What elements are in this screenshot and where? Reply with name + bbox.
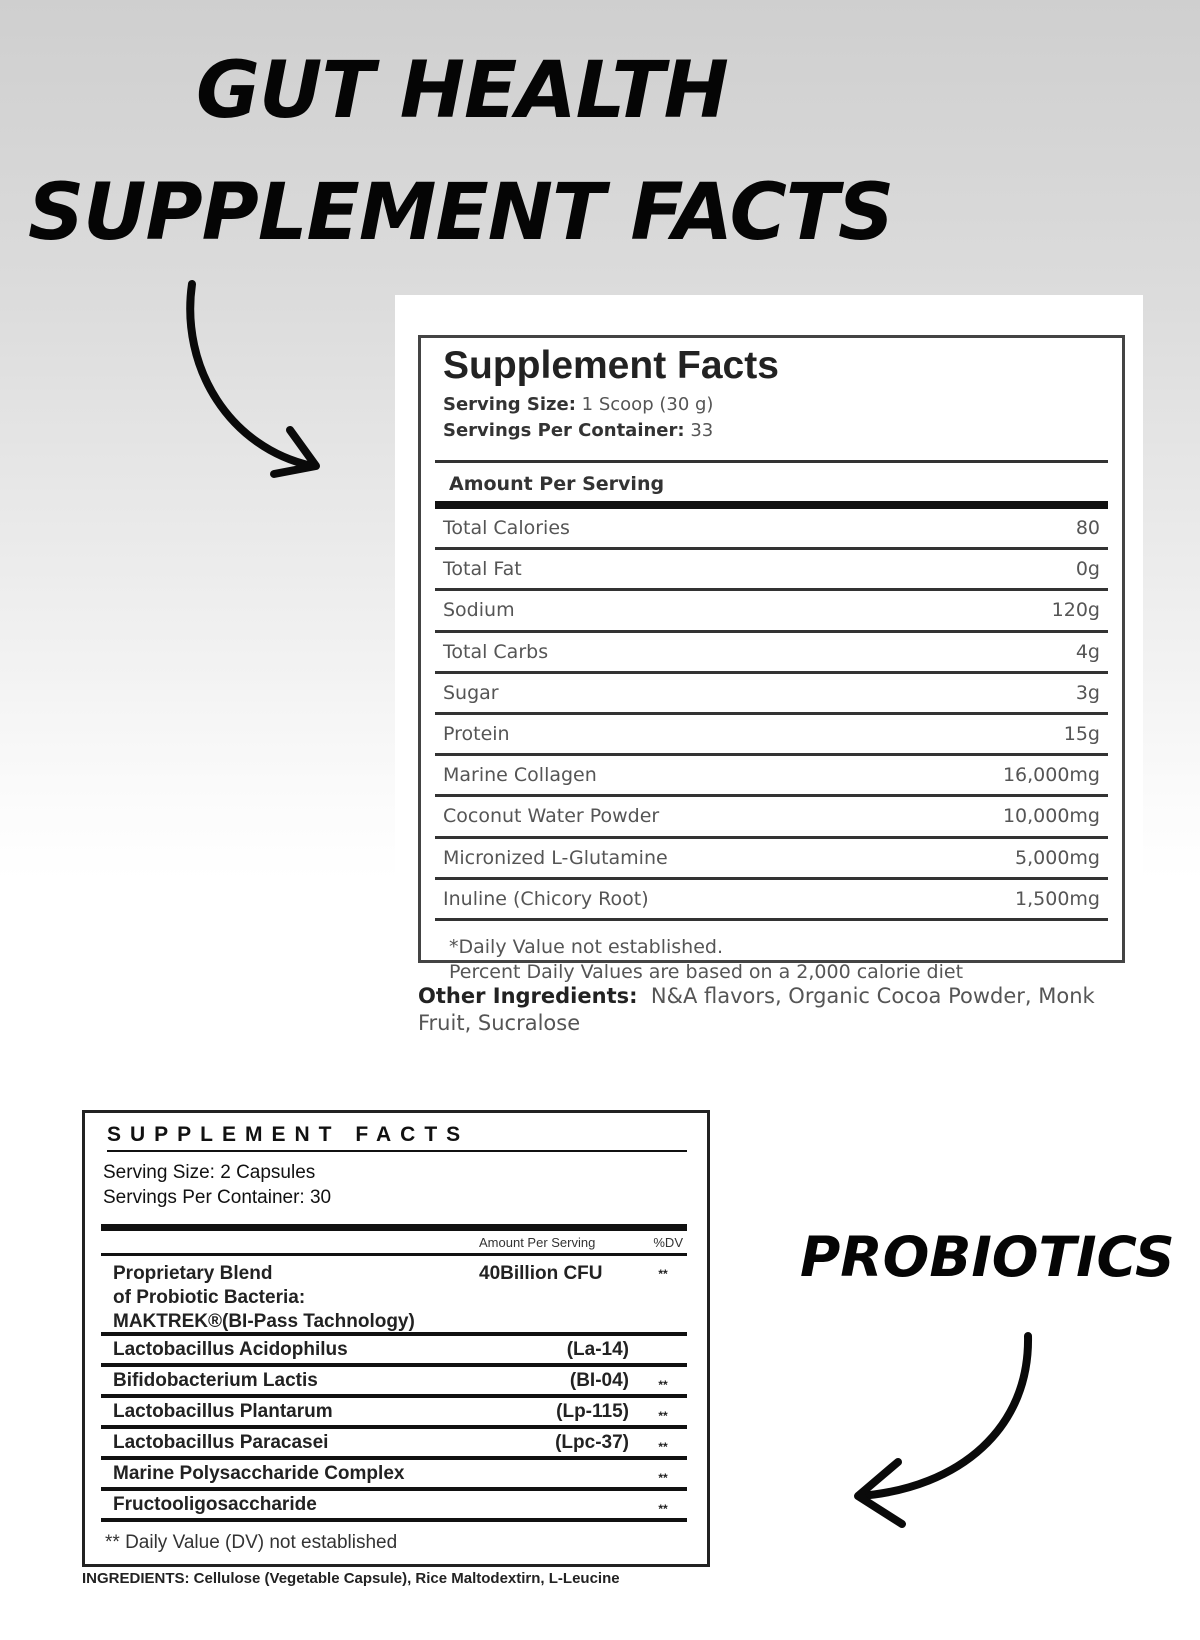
- nutrient-value: 15g: [1063, 723, 1100, 746]
- nutrient-name: Sodium: [443, 599, 515, 622]
- probiotic-strain: (Lp-115): [556, 1400, 629, 1422]
- label-title: Supplement Facts: [443, 344, 779, 387]
- serving-info: Serving Size: 2 Capsules Servings Per Container: 30: [103, 1162, 332, 1208]
- nutrient-name: Total Fat: [443, 558, 522, 581]
- serving-size: Serving Size: 1 Scoop (30 g): [443, 394, 714, 415]
- column-headers: Amount Per Serving %DV: [479, 1234, 683, 1250]
- probiotic-row: [101, 1398, 687, 1429]
- probiotic-dv: **: [658, 1502, 668, 1516]
- probiotic-name: Fructooligosaccharide: [113, 1493, 317, 1515]
- probiotic-row: [101, 1460, 687, 1491]
- nutrient-name: Coconut Water Powder: [443, 805, 660, 828]
- nutrient-row: [435, 509, 1108, 550]
- probiotic-name: Lactobacillus Plantarum: [113, 1400, 333, 1422]
- nutrient-name: Total Carbs: [443, 640, 549, 663]
- gut-health-panel: [395, 295, 1143, 1045]
- nutrient-name: Inuline (Chicory Root): [443, 887, 649, 910]
- nutrient-row: [435, 591, 1108, 632]
- probiotic-row: [101, 1429, 687, 1460]
- probiotic-row: [101, 1367, 687, 1398]
- nutrient-row: [435, 715, 1108, 756]
- probiotic-strain: (Lpc-37): [555, 1431, 629, 1453]
- amount-per-serving-header: Amount Per Serving: [449, 473, 665, 495]
- nutrient-name: Protein: [443, 723, 510, 746]
- nutrient-row: [435, 633, 1108, 674]
- probiotic-dv: **: [658, 1409, 668, 1423]
- probiotic-strain: (La-14): [566, 1338, 629, 1360]
- probiotic-dv: **: [658, 1440, 668, 1454]
- probiotic-dv: **: [658, 1378, 668, 1392]
- servings-per-container: Servings Per Container: 33: [443, 420, 714, 441]
- label-footnote: *Daily Value not established. Percent Daily Values are based on a 2,000 calorie diet: [449, 935, 964, 983]
- nutrient-value: 3g: [1075, 681, 1100, 704]
- probiotic-row: [101, 1491, 687, 1522]
- dv-footnote: ** Daily Value (DV) not established: [105, 1532, 398, 1553]
- nutrient-name: Total Calories: [443, 517, 570, 540]
- nutrient-name: Micronized L-Glutamine: [443, 846, 668, 869]
- proprietary-blend-row: Proprietary Blend of Probiotic Bacteria: MAKTREK®(BI-Pass Tachnology) 40Billion CFU **: [101, 1256, 687, 1336]
- nutrient-value: 4g: [1075, 640, 1100, 663]
- nutrient-row: [435, 797, 1108, 838]
- probiotic-strain: (BI-04): [569, 1369, 629, 1391]
- probiotic-name: Lactobacillus Acidophilus: [113, 1338, 348, 1360]
- probiotic-row: [101, 1336, 687, 1367]
- nutrient-value: 0g: [1075, 558, 1100, 581]
- probiotic-name: Lactobacillus Paracasei: [113, 1431, 329, 1453]
- headline-gut-health: GUT HEALTH: [196, 46, 728, 136]
- curved-arrow-icon: [840, 1328, 1050, 1538]
- nutrient-row: [435, 839, 1108, 880]
- headline-probiotics: PROBIOTICS: [800, 1225, 1175, 1289]
- label-title: SUPPLEMENT FACTS: [107, 1123, 470, 1146]
- probiotic-dv: **: [658, 1471, 668, 1485]
- supplement-facts-label: [418, 335, 1125, 983]
- probiotics-ingredients: INGREDIENTS: Cellulose (Vegetable Capsule), Rice Maltodextirn, L-Leucine: [82, 1570, 620, 1587]
- nutrient-row: [435, 550, 1108, 591]
- nutrient-name: Marine Collagen: [443, 764, 597, 787]
- nutrient-value: 16,000mg: [1002, 764, 1100, 787]
- probiotics-supplement-facts-label: [82, 1110, 710, 1567]
- headline-supplement-facts: SUPPLEMENT FACTS: [28, 168, 894, 258]
- nutrient-value: 10,000mg: [1002, 805, 1100, 828]
- probiotic-name: Marine Polysaccharide Complex: [113, 1462, 405, 1484]
- nutrient-row: [435, 756, 1108, 797]
- nutrient-row: [435, 674, 1108, 715]
- nutrient-value: 5,000mg: [1015, 846, 1100, 869]
- probiotic-dv: [639, 1361, 687, 1363]
- other-ingredients: Other Ingredients: N&A flavors, Organic Cocoa Powder, Monk Fruit, Sucralose: [418, 984, 1095, 1035]
- nutrient-value: 1,500mg: [1015, 887, 1100, 910]
- curved-arrow-icon: [170, 278, 350, 498]
- nutrient-name: Sugar: [443, 681, 499, 704]
- nutrient-row: [435, 880, 1108, 921]
- nutrient-value: 120g: [1051, 599, 1100, 622]
- probiotic-name: Bifidobacterium Lactis: [113, 1369, 318, 1391]
- nutrient-value: 80: [1075, 517, 1100, 540]
